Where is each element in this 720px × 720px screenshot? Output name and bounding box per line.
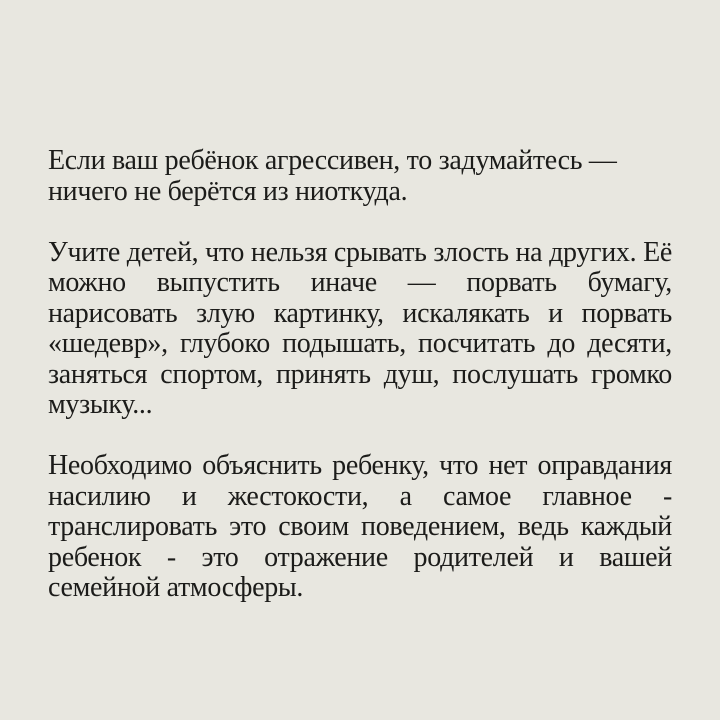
paragraph-spacer [48,207,672,238]
paragraph-intro: Если ваш ребёнок агрессивен, то задумайтесь — ничего не берётся из ниоткуда. [48,145,617,207]
paragraph-advice: Учите детей, что нельзя срывать злость на других. Её можно выпустить иначе — порвать бумагу, нарисовать злую картинку, искалякать и порвать «шедевр», глубоко подышать, посчитать до десяти, заняться спортом, принять душ, послушать громко музыку... [48,236,672,420]
text-block [48,146,672,604]
paragraph-conclusion: Необходимо объяснить ребенку, что нет оправдания насилию и жестокости, а самое главное - транслировать это своим поведением, ведь каждый ребенок - это отражение родителей и вашей семейной атмосферы. [48,450,672,603]
paragraph-spacer [48,421,672,452]
